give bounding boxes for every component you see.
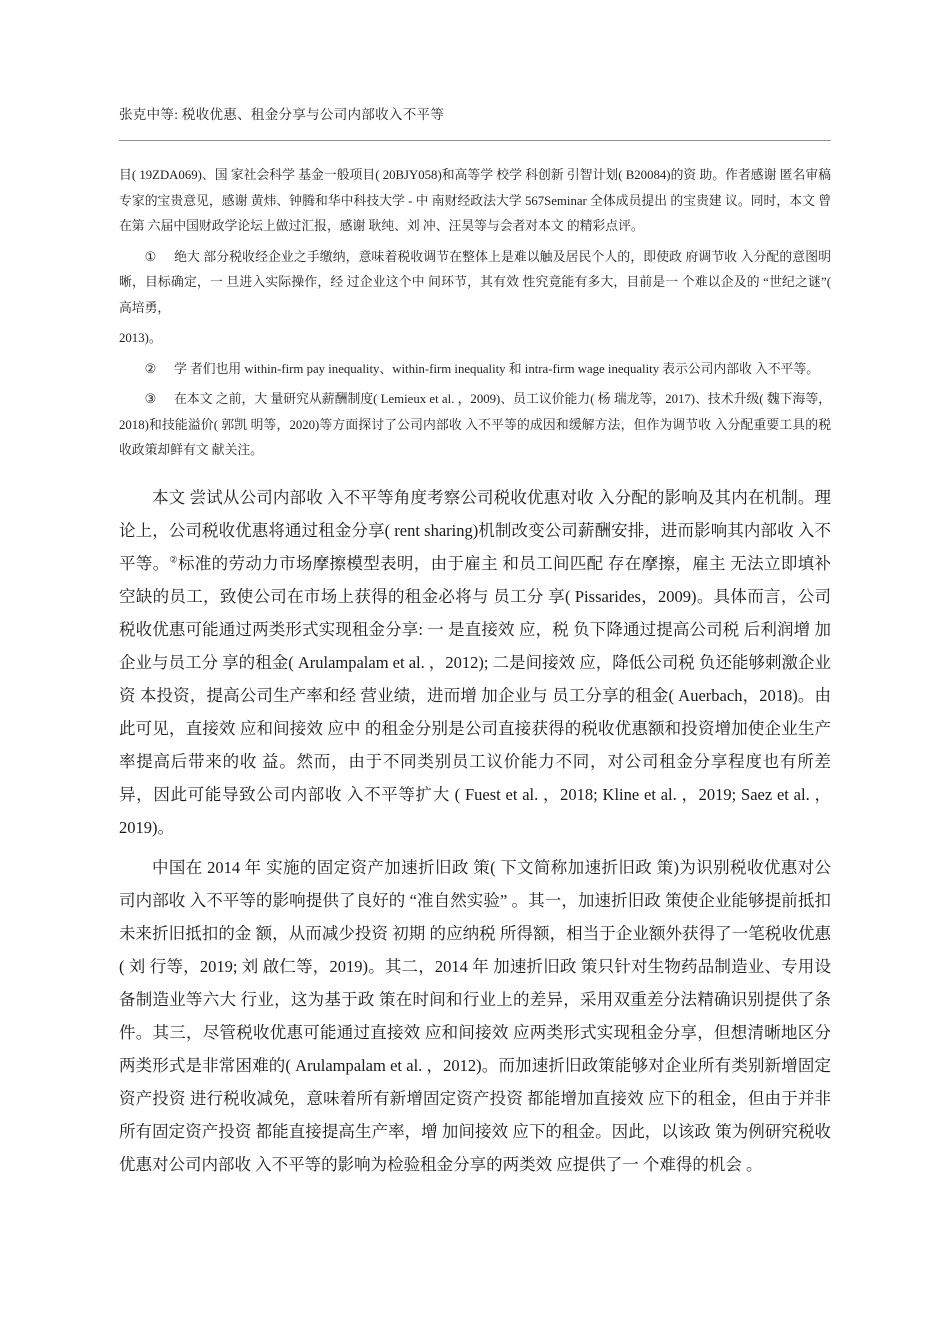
footnote-1-continuation: 2013)。 bbox=[119, 331, 162, 345]
footnote-3 bbox=[119, 387, 831, 464]
footnote-2-marker: ② bbox=[144, 361, 157, 376]
footnote-2-text: 学 者们也用 within-firm pay inequality、within-firm inequality 和 intra-firm wage inequality 表示公司内部收 入不平等。 bbox=[173, 361, 820, 376]
header-rule bbox=[119, 140, 831, 141]
footnote-1-text: 绝大 部分税收经企业之手缴纳，意味着税收调节在整体上是难以触及居民个人的，即使政 府调节收 入分配的意图明晰，目标确定，一 旦进入实际操作，经 过企业这个中 间环节，其有效 性究竟能有多大，目前是一 个难以企及的 “世纪之谜”( 高培勇， bbox=[119, 249, 831, 315]
running-head: 张克中等: 税收优惠、租金分享与公司内部收入不平等 bbox=[119, 107, 445, 122]
footnote-reference-marker: ② bbox=[169, 554, 178, 564]
policy-paragraph: 中国在 2014 年 实施的固定资产加速折旧政 策( 下文简称加速折旧政 策)为识别税收优惠对公司内部收 入不平等的影响提供了良好的 “准自然实验” 。其一，加速折旧政 策使企业能够提前抵扣未来折旧抵扣的金 额，从而减少投资 初期 的应纳税 所得额，相当于企业额外获得了一笔税收优惠 ( 刘 行等，2019; 刘 啟仁等，2019)。其二，2014 年 加速折旧政 策只针对生物药品制造业、专用设 备制造业等六大 行业，这为基于政 策在时间和行业上的差异，采用双重差分法精确识别提供了条件。其三，尽管税收优惠可能通过直接效 应和间接效 应两类形式实现租金分享，但想清晰地区分 两类形式是非常困难的( Arulampalam et al. ，2012)。而加速折旧政策能够对企业所有类别新增固定资产投资 进行税收减免，意味着所有新增固定资产投资 都能增加直接效 应下的租金，但由于并非所有固定资产投资 都能直接提高生产率，增 加间接效 应下的租金。因此，以该政 策为例研究税收优惠对公司内部收 入不平等的影响为检验租金分享的两类效 应提供了一 个难得的机会 。 bbox=[119, 857, 831, 1174]
footnote-2 bbox=[119, 357, 831, 383]
funding-acknowledgment-note: 目( 19ZDA069)、国 家社会科学 基金一般项目( 20BJY058)和高等学 校学 科创新 引智计划( B20084)的资 助。作者感谢 匿名审稿专家的宝贵意见，感谢 黄炜、钟腾和华中科技大学 - 中 南财经政法大学 567Seminar 全体成员提出 的宝贵建 议。同时，本文 曾在第 六届中国财政学论坛上做过汇报，感谢 耿纯、刘 冲、汪昊等与会者对本文 的精彩点评。 bbox=[119, 168, 831, 233]
footnote-1 bbox=[119, 245, 831, 322]
footnote-section bbox=[119, 163, 831, 464]
footnote-3-text: 在本文 之前，大 量研究从薪酬制度( Lemieux et al. ，2009)、员工议价能力( 杨 瑞龙等，2017)、技术升级( 魏下海等，2018)和技能溢价( 郭凯 明等，2020)等方面探讨了公司内部收 入不平等的成因和缓解方法，但作为调节收 入分配重要工具的税收政策却鲜有文 献关注。 bbox=[119, 392, 831, 457]
page-header bbox=[119, 106, 831, 141]
page-content bbox=[119, 0, 831, 1188]
intro-paragraph-text-post: 标准的劳动力市场摩擦模型表明，由于雇主 和员工间匹配 存在摩擦，雇主 无法立即填补空缺的员工，致使公司在市场上获得的租金必将与 员工分 享( Pissarides，2009)。具体而言，公司税收优惠可能通过两类形式实现租金分享: 一 是直接效 应，税 负下降通过提高公司税 后利润增 加企业与员工分 享的租金( Arulampalam et al. ，2012); 二是间接效 应，降低公司税 负还能够刺激企业资 本投资，提高公司生产率和经 营业绩，进而增 加企业与 员工分享的租金( Auerbach，2018)。由此可见，直接效 应和间接效 应中 的租金分别是公司直接获得的税收优惠额和投资增加使企业生产率提高后带来的收 益。然而，由于不同类别员工议价能力不同，对公司租金分享程度也有所差异，因此可能导致公司内部收 入不平等扩大 ( Fuest et al. ，2018; Kline et al. ，2019; Saez et al. ，2019)。 bbox=[119, 553, 832, 837]
footnote-3-marker: ③ bbox=[144, 392, 157, 406]
intro-paragraph-text-pre: 本文 尝试从公司内部收 入不平等角度考察公司税收优惠对收 入分配的影响及其内在机制。理论上，公司税收优惠将通过租金分享( rent sharing)机制改变公司薪酬安排，进而影响其内部收 入不平等。 bbox=[119, 487, 831, 573]
intro-paragraph bbox=[119, 481, 831, 844]
article-body bbox=[119, 481, 831, 1181]
footnote-1-marker: ① bbox=[144, 249, 157, 264]
